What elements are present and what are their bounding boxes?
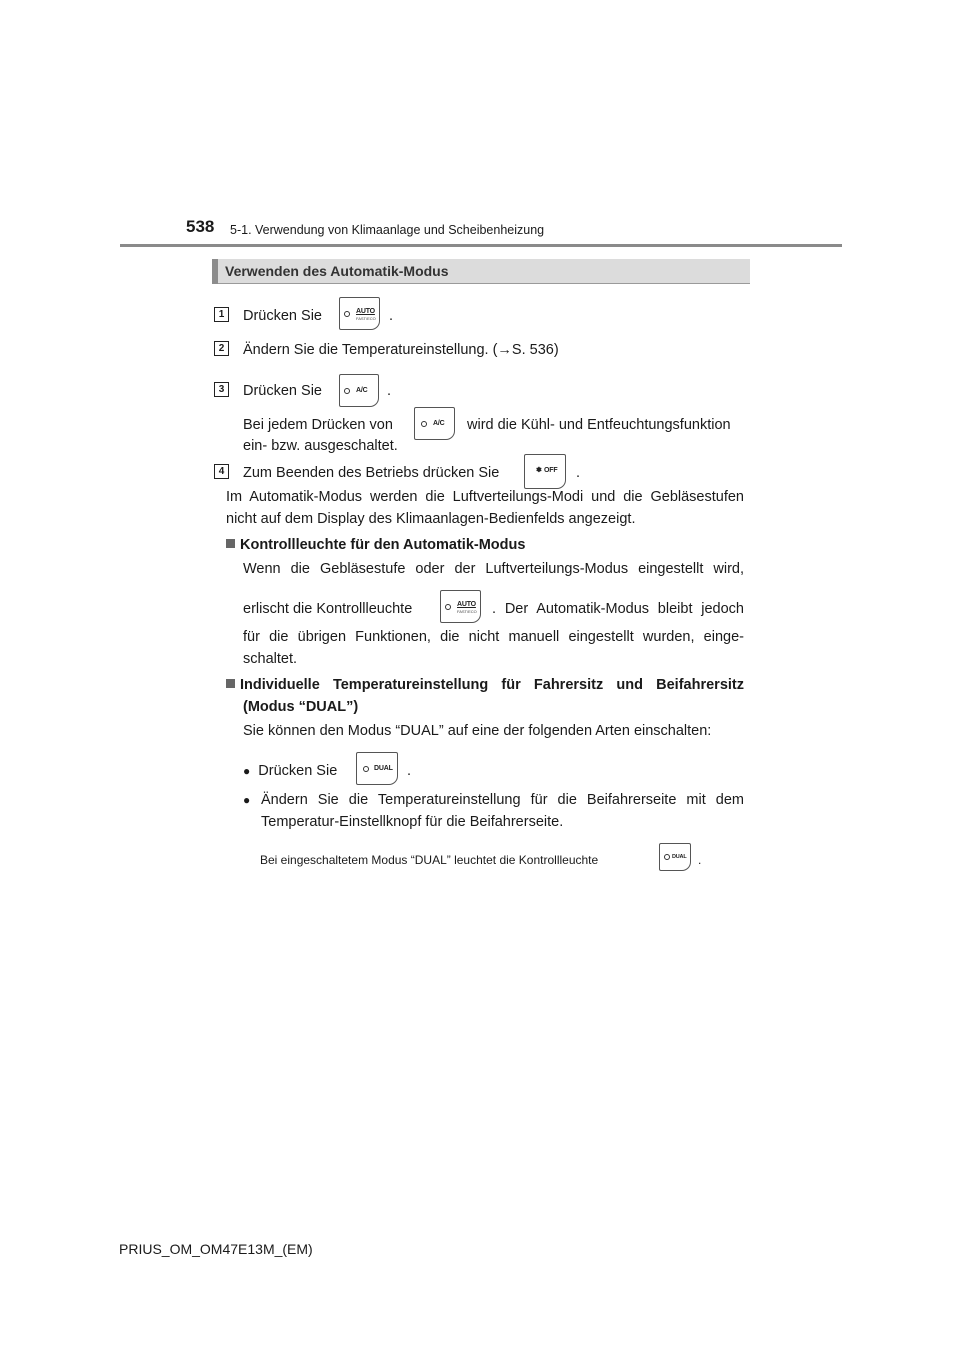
auto-button-label: AUTO (356, 308, 375, 315)
intro-line-2: nicht auf dem Display des Klimaanlagen-Bedienfelds angezeigt. (226, 511, 636, 527)
step-number-1: 1 (214, 307, 229, 322)
led-indicator-icon (421, 421, 427, 427)
ac-button-icon (339, 374, 379, 407)
step-number-4: 4 (214, 464, 229, 479)
step-3-note-line2: ein- bzw. ausgeschaltet. (243, 438, 398, 454)
dual-heading (226, 675, 744, 695)
led-indicator-icon (344, 311, 350, 317)
led-indicator-icon (664, 854, 670, 860)
off-button-label: OFF (544, 467, 558, 474)
dual-bullet-1 (243, 761, 337, 781)
chapter-title: 5-1. Verwendung von Klimaanlage und Scheibenheizung (230, 223, 545, 237)
square-bullet-icon (226, 539, 235, 548)
dual-button-label: DUAL (374, 765, 393, 772)
step-3-note-after: wird die Kühl- und Entfeuchtungsfunktion (467, 417, 731, 433)
step-number-3: 3 (214, 382, 229, 397)
intro-line-1: Im Automatik-Modus werden die Luftverteilungs-Modi und die Gebläsestufen (226, 489, 744, 505)
off-button-icon (524, 454, 566, 489)
step-4-text-after: . (576, 465, 581, 481)
dual-bullet-1-before: Drücken Sie (258, 763, 338, 779)
indicator-line-1: Wenn die Gebläsestufe oder der Luftverteilungs-Modus eingestellt wird, (243, 561, 744, 577)
step-1-text-before: Drücken Sie (243, 308, 322, 324)
dual-note-after: . (698, 853, 702, 867)
step-3-note-before: Bei jedem Drücken von (243, 417, 393, 433)
auto-button-icon (440, 590, 481, 623)
ac-button-label: A/C (356, 387, 368, 394)
round-bullet-icon: ● (243, 793, 251, 807)
indicator-line-3: für die übrigen Funktionen, die nicht manuell eingestellt wurden, einge- (243, 629, 744, 645)
indicator-heading (226, 535, 525, 555)
dual-intro: Sie können den Modus “DUAL” auf eine der folgenden Arten einschalten: (243, 723, 712, 739)
page-number: 538 (186, 217, 215, 236)
document-code: PRIUS_OM_OM47E13M_(EM) (119, 1241, 313, 1257)
auto-button-sublabel: FAST/ECO (457, 609, 477, 614)
step-number-2: 2 (214, 341, 229, 356)
indicator-title: Kontrollleuchte für den Automatik-Modus (240, 537, 526, 553)
dual-button-icon (659, 843, 691, 871)
led-indicator-icon (445, 604, 451, 610)
led-indicator-icon (344, 388, 350, 394)
fan-icon: ✽ (536, 467, 542, 474)
dual-button-icon (356, 752, 398, 785)
round-bullet-icon: ● (243, 764, 251, 778)
dual-note-before: Bei eingeschaltetem Modus “DUAL” leuchtet die Kontrollleuchte (260, 853, 599, 867)
dual-title-line-2: (Modus “DUAL”) (243, 699, 359, 715)
indicator-line-4: schaltet. (243, 651, 297, 667)
dual-bullet-2-line-1: Ändern Sie die Temperatureinstellung für die Beifahrerseite mit dem (261, 792, 744, 808)
indicator-line-2-before: erlischt die Kontrollleuchte (243, 601, 413, 617)
step-2-text: Ändern Sie die Temperatureinstellung. (→S. 536) (243, 342, 559, 358)
auto-button-sublabel: FAST/ECO (356, 316, 376, 321)
indicator-line-2-after: . Der Automatik-Modus bleibt jedoch (492, 601, 744, 617)
auto-button-icon (339, 297, 380, 330)
header-rule (120, 244, 842, 247)
section-title: Verwenden des Automatik-Modus (225, 263, 449, 279)
auto-button-label: AUTO (457, 601, 476, 608)
step-3-text-before: Drücken Sie (243, 383, 322, 399)
step-4-text-before: Zum Beenden des Betriebs drücken Sie (243, 465, 500, 481)
step-3-text-after: . (387, 383, 392, 399)
square-bullet-icon (226, 679, 235, 688)
led-indicator-icon (363, 766, 369, 772)
dual-title-line-1: Individuelle Temperatureinstellung für Fahrersitz und Beifahrersitz (240, 677, 744, 693)
dual-bullet-2-line-2: Temperatur-Einstellknopf für die Beifahrerseite. (261, 814, 564, 830)
ac-button-label: A/C (433, 420, 445, 427)
dual-button-label: DUAL (672, 854, 687, 860)
dual-bullet-1-after: . (407, 763, 412, 779)
step-1-text-after: . (389, 308, 394, 324)
section-accent (212, 259, 218, 284)
ac-button-icon (414, 407, 455, 440)
